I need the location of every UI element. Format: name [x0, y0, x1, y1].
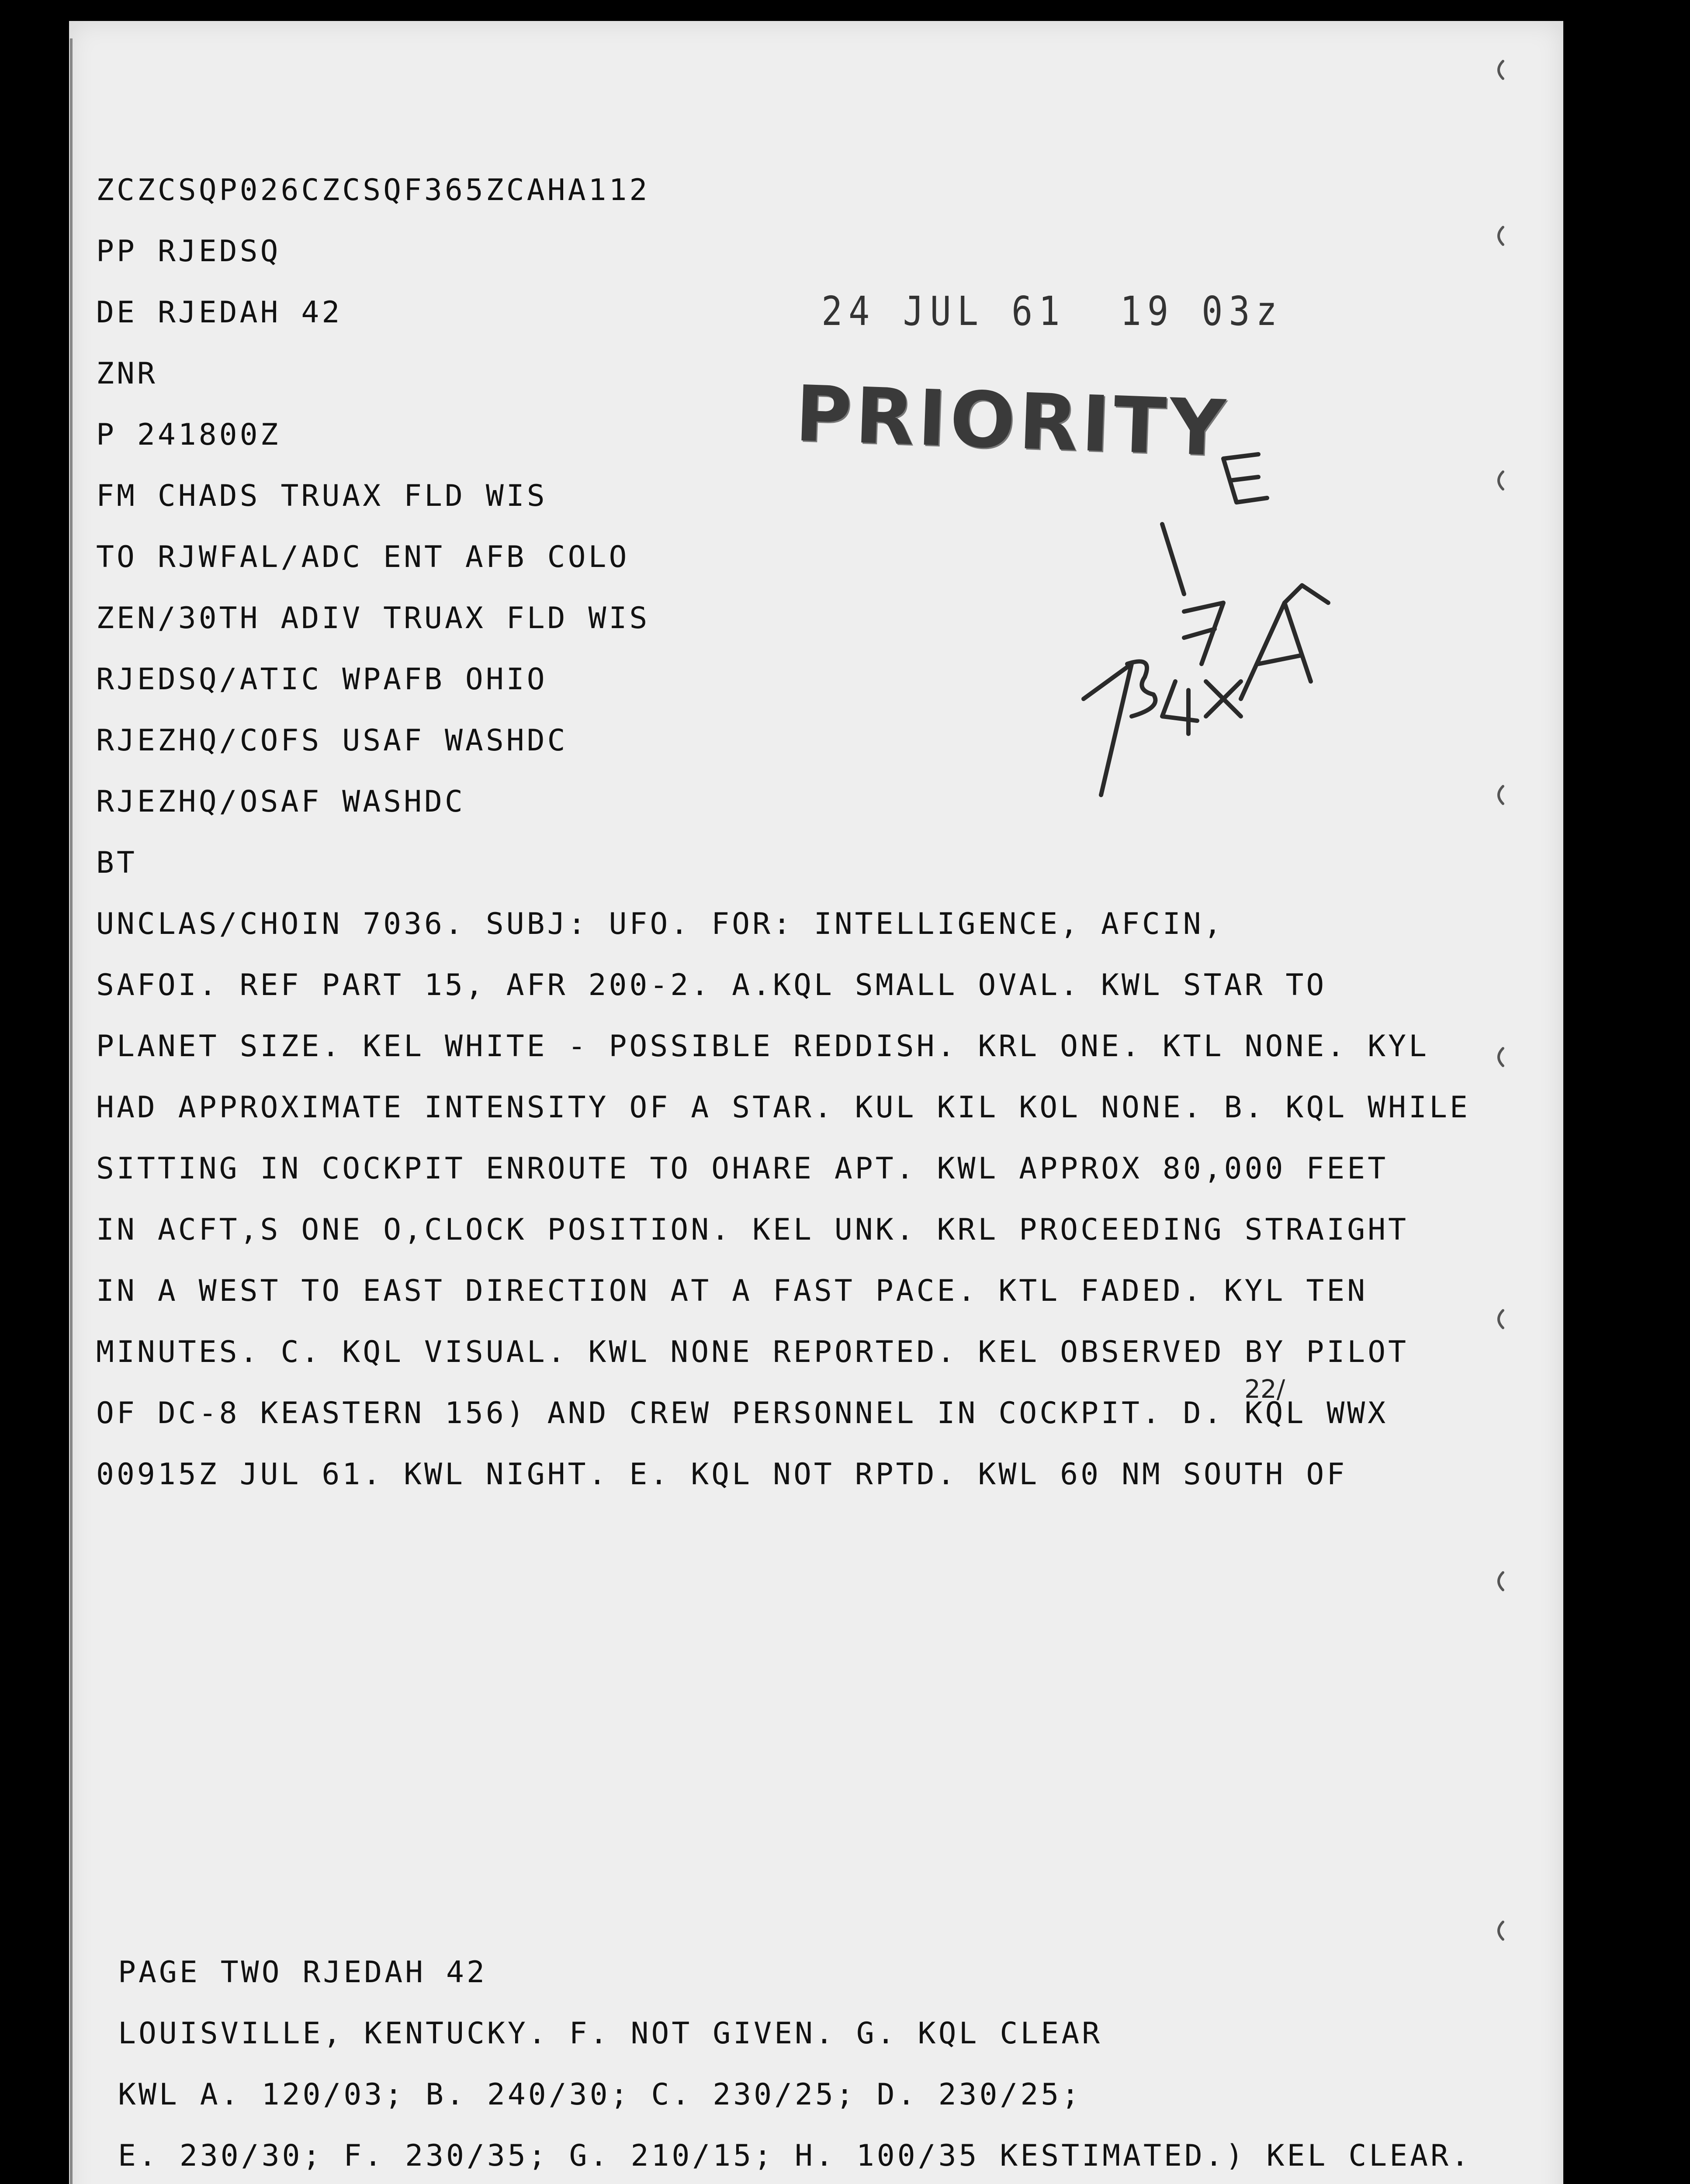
body-line: OF DC-8 KEASTERN 156) AND CREW PERSONNEL IN COCKPIT. D. KQL WWX	[96, 1396, 1389, 1431]
body-line: E. 230/30; F. 230/35; G. 210/15; H. 100/35 KESTIMATED.) KEL CLEAR.	[118, 2139, 1472, 2173]
routing-line: ZNR	[96, 356, 158, 391]
body-line: SITTING IN COCKPIT ENROUTE TO OHARE APT. KWL APPROX 80,000 FEET	[96, 1151, 1389, 1186]
document-page	[69, 21, 1563, 2184]
routing-line: FM CHADS TRUAX FLD WIS	[96, 479, 547, 513]
body-line: IN A WEST TO EAST DIRECTION AT A FAST PACE. KTL FADED. KYL TEN	[96, 1274, 1368, 1308]
routing-line: TO RJWFAL/ADC ENT AFB COLO	[96, 540, 630, 574]
priority-stamp: PRIORITY	[793, 369, 1230, 474]
body-line: KWL A. 120/03; B. 240/30; C. 230/25; D. 230/25;	[118, 2077, 1082, 2112]
body-line: MINUTES. C. KQL VISUAL. KWL NONE REPORTED. KEL OBSERVED BY PILOT	[96, 1335, 1409, 1369]
routing-line: BT	[96, 846, 137, 880]
routing-line: DE RJEDAH 42	[96, 295, 343, 330]
body-line: PLANET SIZE. KEL WHITE - POSSIBLE REDDISH. KRL ONE. KTL NONE. KYL	[96, 1029, 1430, 1064]
routing-line: RJEDSQ/ATIC WPAFB OHIO	[96, 662, 547, 697]
page-edge-shadow	[70, 38, 73, 2184]
body-line: UNCLAS/CHOIN 7036. SUBJ: UFO. FOR: INTELLIGENCE, AFCIN,	[96, 907, 1224, 941]
routing-line: RJEZHQ/OSAF WASHDC	[96, 784, 465, 819]
routing-line: RJEZHQ/COFS USAF WASHDC	[96, 723, 568, 758]
routing-line: ZEN/30TH ADIV TRUAX FLD WIS	[96, 601, 650, 636]
body-line: LOUISVILLE, KENTUCKY. F. NOT GIVEN. G. KQL CLEAR	[118, 2016, 1103, 2051]
body-line: HAD APPROXIMATE INTENSITY OF A STAR. KUL KIL KOL NONE. B. KQL WHILE	[96, 1090, 1470, 1125]
body-line: 00915Z JUL 61. KWL NIGHT. E. KQL NOT RPTD. KWL 60 NM SOUTH OF	[96, 1457, 1347, 1492]
routing-line: PP RJEDSQ	[96, 234, 281, 269]
page-two-heading: PAGE TWO RJEDAH 42	[118, 1955, 487, 1990]
body-line: SAFOI. REF PART 15, AFR 200-2. A.KQL SMALL OVAL. KWL STAR TO	[96, 968, 1327, 1002]
date-time-stamp: 24 JUL 61 19 03z	[821, 288, 1283, 335]
body-line: IN ACFT,S ONE O,CLOCK POSITION. KEL UNK. KRL PROCEEDING STRAIGHT	[96, 1213, 1409, 1247]
handwritten-annotation	[979, 419, 1372, 812]
routing-line: P 241800Z	[96, 418, 281, 452]
handwritten-overwrite: 22/	[1244, 1374, 1285, 1404]
routing-line: ZCZCSQP026CZCSQF365ZCAHA112	[96, 173, 650, 207]
margin-tick-marks	[1477, 44, 1529, 2184]
